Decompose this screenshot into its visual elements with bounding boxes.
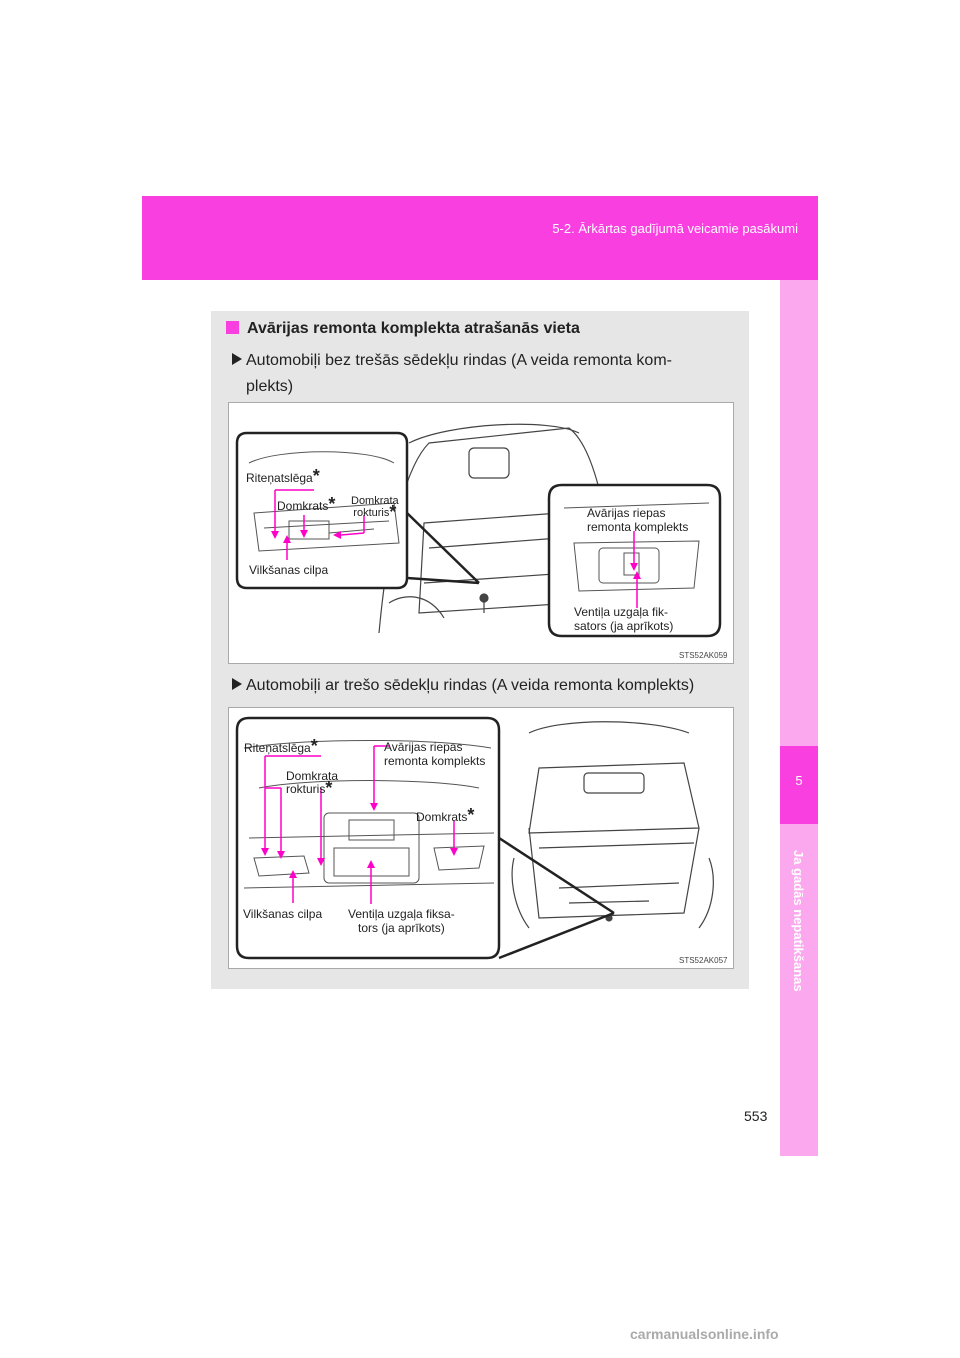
footer-watermark: carmanualsonline.info (630, 1326, 779, 1342)
figure-third-row (228, 707, 734, 969)
label-vilksanas: Vilkšanas cilpa (249, 563, 329, 577)
chapter-number: 5 (780, 746, 818, 824)
bullet-no-third-row: Automobiļi bez trešās sēdekļu rindas (A veida remonta kom- plekts) (232, 348, 672, 400)
page-number: 553 (744, 1108, 768, 1124)
label-domkrata-rokturis: Domkrata rokturis* (351, 495, 399, 522)
figure1-code: STS52AK059 (679, 651, 728, 660)
label-domkrats: Domkrats* (416, 805, 475, 825)
label-domkrata-rokturis: Domkrata rokturis* (286, 769, 339, 798)
label-vilksanas: Vilkšanas cilpa (243, 907, 323, 921)
label-ventila: Ventiļa uzgaļa fik- sators (ja aprīkots) (574, 605, 674, 633)
label-riteni: Riteņatslēga* (244, 736, 318, 756)
figure2-code: STS52AK057 (679, 956, 728, 965)
figure-no-third-row (228, 402, 734, 664)
header-bar (142, 196, 818, 280)
bullet-third-row: Automobiļi ar trešo sēdekļu rindas (A veida remonta komplekts) (232, 673, 694, 699)
square-bullet-icon (226, 321, 239, 334)
label-ventila: Ventiļa uzgaļa fiksa- tors (ja aprīkots) (348, 907, 455, 935)
chapter-label: Ja gadās nepatikšanas (791, 850, 806, 992)
section-heading: Avārijas remonta komplekta atrašanās vieta (226, 320, 580, 338)
label-riteni: Riteņatslēga* (246, 466, 320, 486)
label-avarijas: Avārijas riepas remonta komplekts (384, 740, 486, 768)
label-domkrats: Domkrats* (277, 494, 336, 514)
triangle-bullet-icon (232, 353, 242, 365)
section-title: 5-2. Ārkārtas gadījumā veicamie pasākumi (552, 221, 798, 236)
triangle-bullet-icon (232, 678, 242, 690)
label-avarijas: Avārijas riepas remonta komplekts (587, 506, 689, 534)
